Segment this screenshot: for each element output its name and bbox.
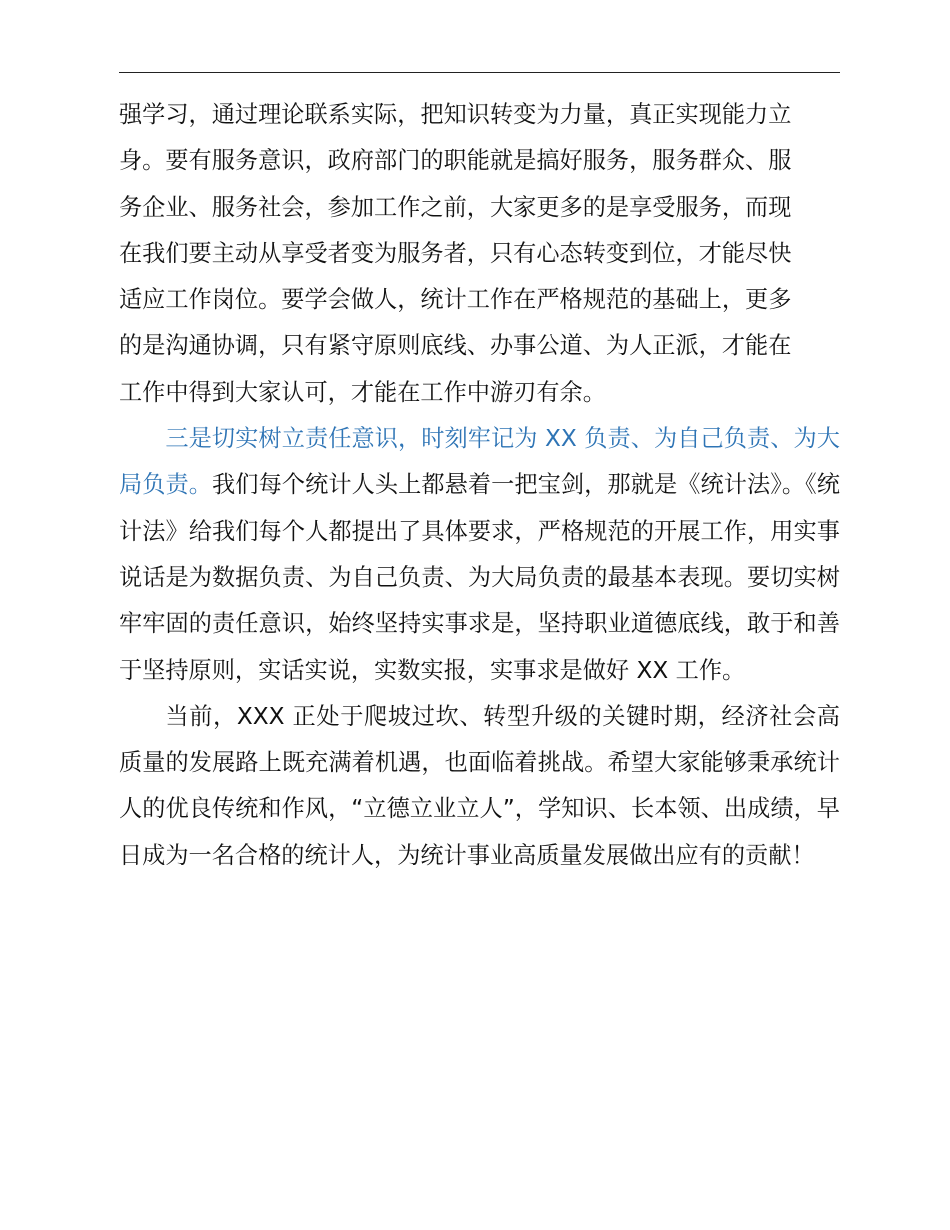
paragraph-3 — [119, 694, 840, 879]
paragraph-1-line-2: 身。要有服务意识，政府部门的职能就是搞好服务，服务群众、服 — [119, 147, 792, 175]
paragraph-1-line-1: 强学习，通过理论联系实际，把知识转变为力量，真正实现能力立 — [119, 101, 792, 128]
paragraph-1-line-7: 工作中得到大家认可，才能在工作中游刃有余。 — [119, 378, 606, 406]
paragraph-3-text: 当前，XXX 正处于爬坡过坎、转型升级的关键时期，经济社会高质量的发展路上既充满着机遇，也面临着挑战。希望大家能够秉承统计人的优良传统和作风，“立德立业立人”，学知识、长本领、出成绩，早日成为一名合格的统计人，为统计事业高质量发展做出应有的贡献！ — [119, 702, 840, 869]
paragraph-1-line-4: 在我们要主动从享受者变为服务者，只有心态转变到位，才能尽快 — [119, 239, 792, 267]
paragraph-1-line-3: 务企业、服务社会，参加工作之前，大家更多的是享受服务，而现 — [119, 193, 792, 221]
paragraph-2-text: 我们每个统计人头上都悬着一把宝剑，那就是《统计法》。《统计法》给我们每个人都提出了具体要求，严格规范的开展工作，用实事说话是为数据负责、为自己负责、为大局负责的最基本表现。要切实树牢牢固的责任意识，始终坚持实事求是，坚持职业道德底线，敢于和善于坚持原则，实话实说，实数实报，实事求是做好 XX 工作。 — [119, 471, 840, 684]
body-text — [119, 92, 840, 879]
paragraph-1 — [119, 92, 840, 416]
header-rule — [119, 72, 840, 73]
paragraph-2-heading: 三是切实树立责任意识，时刻牢记为 XX 负责、为自己负责、为大局负责。 — [119, 425, 840, 499]
paragraph-1-line-5: 适应工作岗位。要学会做人，统计工作在严格规范的基础上，更多 — [119, 286, 792, 314]
paragraph-1-line-6: 的是沟通协调，只有紧守原则底线、办事公道、为人正派，才能在 — [119, 332, 792, 360]
paragraph-2 — [119, 416, 840, 694]
